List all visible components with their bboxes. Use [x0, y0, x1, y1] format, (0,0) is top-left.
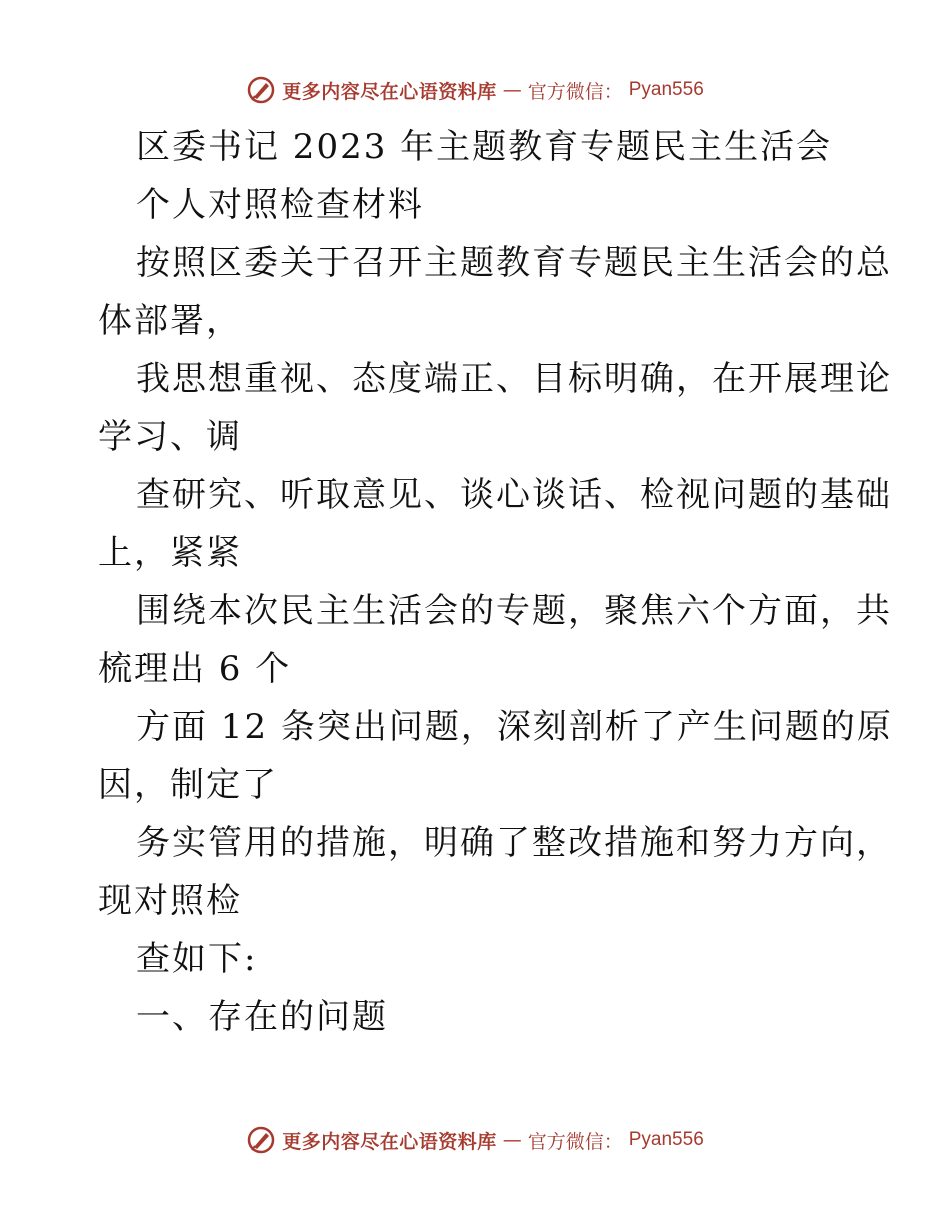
header-watermark	[0, 70, 950, 110]
paragraph-line: 上，紧紧	[98, 533, 242, 573]
paragraph-line: 查如下:	[136, 939, 258, 979]
paragraph-line: 务实管用的措施，明确了整改措施和努力方向，	[136, 823, 892, 863]
footer-watermark	[0, 1120, 950, 1160]
paragraph-line: 现对照检	[98, 881, 242, 921]
paragraph-line: 方面 12 条突出问题，深刻剖析了产生问题的原	[136, 707, 893, 747]
document-subtitle: 个人对照检查材料	[136, 185, 424, 225]
section-heading: 一、存在的问题	[136, 997, 388, 1037]
paragraph-line: 因，制定了	[98, 765, 278, 805]
feather-pen-circle-icon	[246, 75, 276, 105]
paragraph-line: 学习、调	[98, 417, 242, 457]
watermark-dash: —	[502, 79, 522, 101]
paragraph-line: 围绕本次民主生活会的专题，聚焦六个方面，共	[136, 591, 892, 631]
document-title: 区委书记 2023 年主题教育专题民主生活会	[136, 127, 833, 167]
watermark-id: Pyan556	[628, 1129, 704, 1150]
document-body	[98, 118, 893, 1046]
paragraph-line: 梳理出 6 个	[98, 649, 292, 689]
paragraph-line: 我思想重视、态度端正、目标明确，在开展理论	[136, 359, 892, 399]
paragraph-line: 按照区委关于召开主题教育专题民主生活会的总	[136, 243, 892, 283]
watermark-id: Pyan556	[628, 79, 704, 100]
paragraph-line: 体部署，	[98, 301, 242, 341]
watermark-brand: 更多内容尽在心语资料库	[282, 80, 497, 103]
watermark-brand: 更多内容尽在心语资料库	[282, 1130, 497, 1153]
watermark-label: 官方微信：	[527, 80, 623, 103]
watermark-dash: —	[502, 1129, 522, 1151]
paragraph-line: 查研究、听取意见、谈心谈话、检视问题的基础	[136, 475, 892, 515]
watermark-label: 官方微信：	[527, 1130, 623, 1153]
feather-pen-circle-icon	[246, 1125, 276, 1155]
